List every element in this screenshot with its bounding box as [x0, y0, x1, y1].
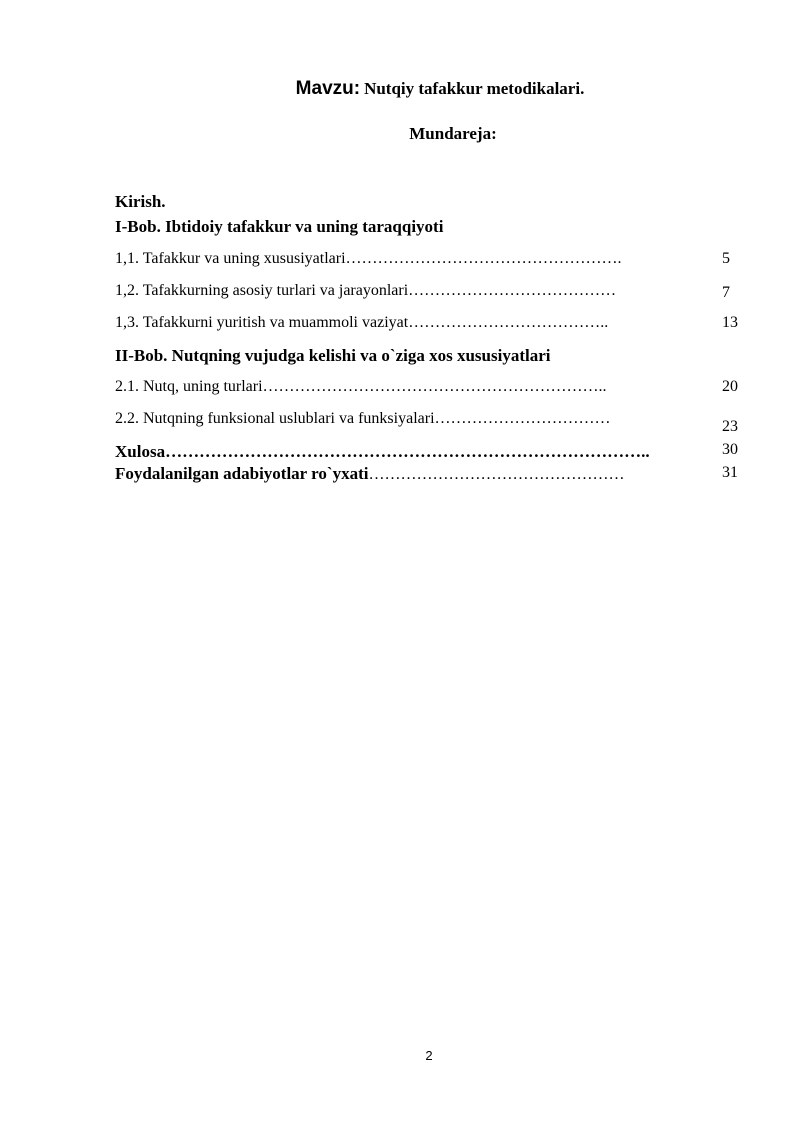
- toc-entry-2-2: [115, 410, 611, 428]
- toc-leader: ………………………………………………………..: [262, 378, 607, 395]
- toc-chapter-1: I-Bob. Ibtidoiy tafakkur va uning taraqqiyoti: [115, 217, 444, 236]
- toc-page-number: 5: [722, 250, 730, 267]
- toc-leader: …………………………………………………………………………..: [165, 442, 650, 461]
- toc-entry-text: 1,1. Tafakkur va uning xususiyatlari: [115, 250, 346, 267]
- toc-references: [115, 464, 624, 484]
- title-label: Mavzu:: [295, 78, 361, 99]
- toc-page-number: 23: [722, 418, 738, 435]
- toc-entry-1-2: [115, 282, 616, 300]
- toc-leader: …………………………………………: [368, 466, 625, 483]
- toc-entry-text: Xulosa: [115, 442, 166, 461]
- toc-entry-text: 2.1. Nutq, uning turlari: [115, 378, 263, 395]
- toc-page-number: 30: [722, 441, 738, 458]
- page-title: [0, 78, 800, 100]
- page-number-footer: 2: [425, 1048, 433, 1063]
- toc-entry-2-1: [115, 378, 607, 396]
- toc-page-number: 13: [722, 314, 738, 331]
- toc-intro: Kirish.: [115, 192, 166, 211]
- toc-leader: …………………………………………….: [345, 250, 622, 267]
- toc-heading: Mundareja:: [409, 124, 497, 143]
- toc-leader: …………………………………: [408, 282, 617, 299]
- toc-page-number: 7: [722, 284, 730, 301]
- toc-conclusion: [115, 442, 650, 462]
- toc-entry-text: Foydalanilgan adabiyotlar ro`yxati: [115, 464, 369, 483]
- toc-page-number: 20: [722, 378, 738, 395]
- title-text: Nutqiy tafakkur metodikalari.: [364, 79, 585, 98]
- toc-entry-1-1: [115, 250, 622, 268]
- toc-entry-text: 2.2. Nutqning funksional uslublari va funksiyalari: [115, 410, 435, 427]
- toc-chapter-2: II-Bob. Nutqning vujudga kelishi va o`ziga xos xususiyatlari: [115, 346, 551, 365]
- toc-leader: ……………………………: [434, 410, 611, 427]
- toc-entry-text: 1,3. Tafakkurni yuritish va muammoli vaziyat: [115, 314, 409, 331]
- toc-page-number: 31: [722, 464, 738, 481]
- toc-entry-text: 1,2. Tafakkurning asosiy turlari va jarayonlari: [115, 282, 409, 299]
- toc-entry-1-3: [115, 314, 608, 332]
- toc-leader: ………………………………..: [408, 314, 609, 331]
